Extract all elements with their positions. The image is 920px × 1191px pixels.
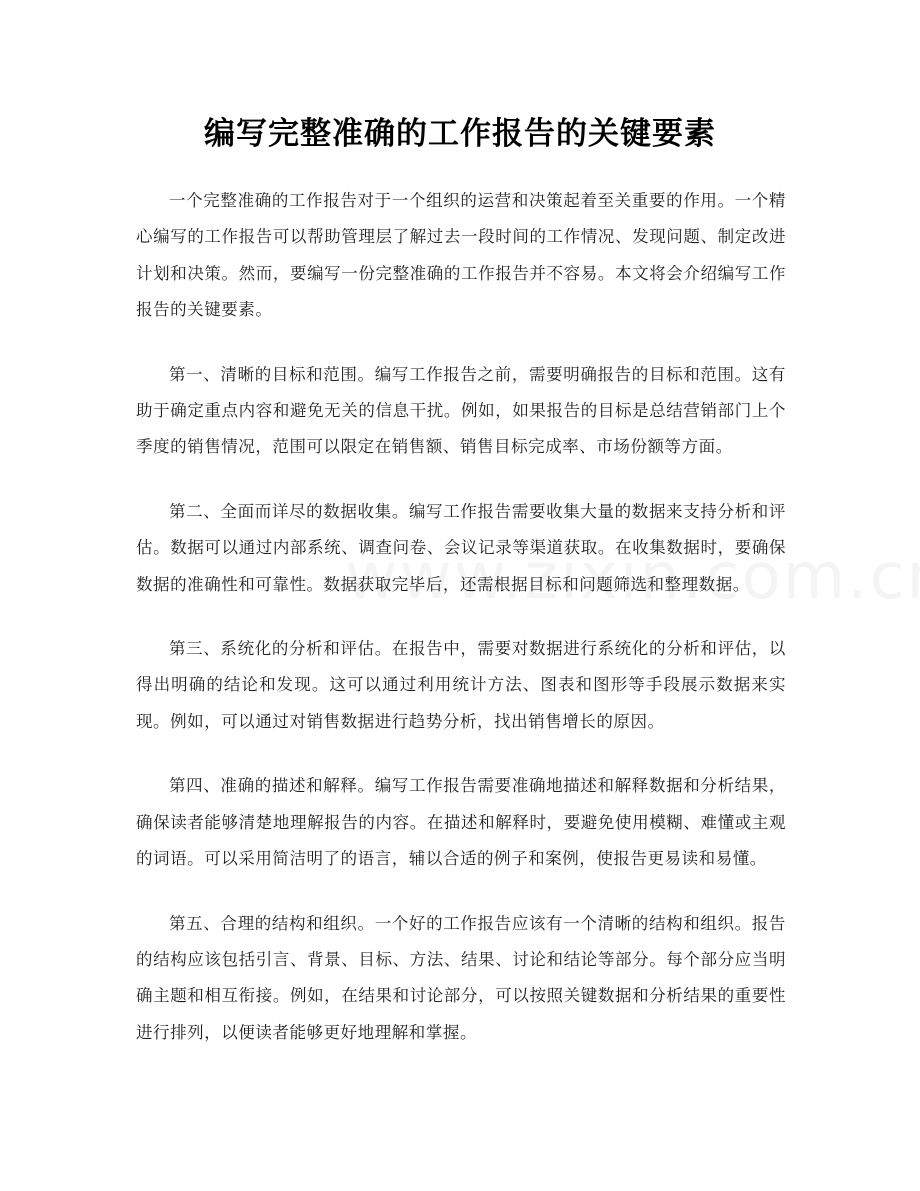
paragraph-point-1: 第一、清晰的目标和范围。编写工作报告之前，需要明确报告的目标和范围。这有助于确定重点内容和避免无关的信息干扰。例如，如果报告的目标是总结营销部门上个季度的销售情况，范围可以限定在销售额、销售目标完成率、市场份额等方面。 — [136, 364, 786, 457]
page-title: 编写完整准确的工作报告的关键要素 — [204, 116, 716, 152]
paragraph-point-5: 第五、合理的结构和组织。一个好的工作报告应该有一个清晰的结构和组织。报告的结构应该包括引言、背景、目标、方法、结果、讨论和结论等部分。每个部分应当明确主题和相互衔接。例如，在结果和讨论部分，可以按照关键数据和分析结果的重要性进行排列，以便读者能够更好地理解和掌握。 — [136, 913, 786, 1042]
paragraph-point-2: 第二、全面而详尽的数据收集。编写工作报告需要收集大量的数据来支持分析和评估。数据可以通过内部系统、调查问卷、会议记录等渠道获取。在收集数据时，要确保数据的准确性和可靠性。数据获取完毕后，还需根据目标和问题筛选和整理数据。 — [136, 501, 786, 594]
paragraph-intro: 一个完整准确的工作报告对于一个组织的运营和决策起着至关重要的作用。一个精心编写的工作报告可以帮助管理层了解过去一段时间的工作情况、发现问题、制定改进计划和决策。然而，要编写一份完整准确的工作报告并不容易。本文将会介绍编写工作报告的关键要素。 — [136, 191, 786, 320]
paragraph-point-3: 第三、系统化的分析和评估。在报告中，需要对数据进行系统化的分析和评估，以得出明确的结论和发现。这可以通过利用统计方法、图表和图形等手段展示数据来实现。例如，可以通过对销售数据进行趋势分析，找出销售增长的原因。 — [136, 639, 786, 731]
document-body — [136, 183, 786, 1079]
paragraph-point-4: 第四、准确的描述和解释。编写工作报告需要准确地描述和解释数据和分析结果，确保读者能够清楚地理解报告的内容。在描述和解释时，要避免使用模糊、难懂或主观的词语。可以采用简洁明了的语言，辅以合适的例子和案例，使报告更易读和易懂。 — [136, 776, 786, 869]
